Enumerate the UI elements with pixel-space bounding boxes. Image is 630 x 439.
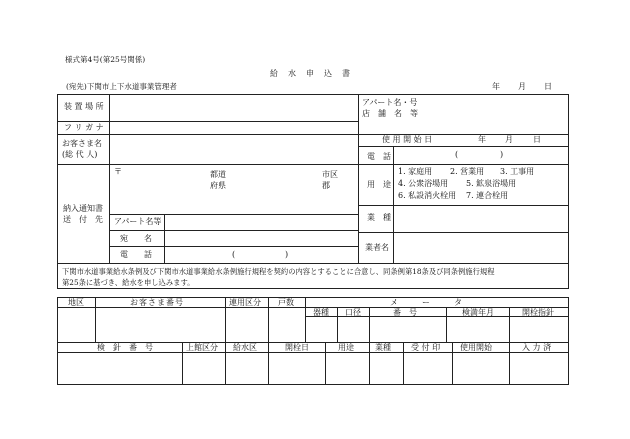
start-date-field[interactable] — [440, 135, 568, 146]
use-start-label: 使用開始 — [460, 343, 492, 352]
phone2-paren-close: ) — [285, 250, 289, 259]
meter-label: メ ー タ — [390, 298, 462, 307]
agreement-line-1: 下関市水道事業給水条例及び下関市水道事業給水条例施行規程を契約の内容とすることに合意し、同条例第18条及び同条例施行規程 — [62, 267, 495, 276]
install-location-label: 装 置 場 所 — [64, 102, 104, 111]
city-label-1: 市区 — [322, 170, 338, 179]
usage-option-4[interactable]: 4. 公衆浴場用 — [398, 179, 449, 188]
meter-caliber-label: 口径 — [345, 308, 361, 317]
start-month-label: 月 — [505, 135, 513, 144]
addressee: (宛先)下関市上下水道事業管理者 — [66, 82, 177, 91]
received-stamp-label: 受 付 印 — [411, 343, 441, 352]
meter-number-label: 番 号 — [393, 308, 417, 317]
date-day-label: 日 — [544, 82, 552, 91]
business-type-field[interactable] — [394, 206, 568, 232]
apt-name-field[interactable] — [165, 215, 357, 230]
customer-label-1: お客さま名 — [62, 139, 102, 148]
furigana-field[interactable] — [110, 122, 357, 134]
date-year-label: 年 — [492, 82, 500, 91]
agreement-line-2: 第25条に基づき、給水を申し込みます。 — [62, 278, 195, 287]
apt-name-label: アパート名等 — [114, 217, 162, 226]
usage-label: 用 途 — [367, 180, 391, 189]
form-title: 給 水 申 込 書 — [270, 69, 351, 78]
usage-option-2[interactable]: 2. 営業用 — [450, 167, 485, 176]
usage-option-1[interactable]: 1. 家庭用 — [398, 167, 433, 176]
postal-mark: 〒 — [114, 167, 122, 176]
connection-class-label: 連用区分 — [229, 298, 261, 307]
apartment-name-field[interactable] — [420, 95, 568, 133]
customer-name-field[interactable] — [110, 135, 357, 164]
prefecture-label-2: 府県 — [210, 181, 226, 190]
meter-reading-number-label: 検 針 番 号 — [97, 343, 153, 352]
district-label: 地区 — [68, 298, 84, 307]
addressee-name-label: 宛 名 — [120, 234, 152, 243]
phone-paren-close: ) — [500, 150, 504, 159]
phone2-label: 電 話 — [120, 250, 152, 259]
addressee-name-field[interactable] — [165, 231, 357, 246]
install-location-field[interactable] — [110, 95, 357, 121]
apartment-label-1: アパート名・号 — [362, 98, 418, 107]
apartment-label-2: 店 舗 名 等 — [362, 109, 418, 118]
customer-label-2: (総 代 人) — [62, 150, 98, 159]
phone-field[interactable] — [394, 147, 568, 164]
business-type-label: 業 種 — [367, 213, 391, 222]
usage-option-6[interactable]: 6. 私設消火栓用 — [398, 191, 457, 200]
date-month-label: 月 — [518, 82, 526, 91]
furigana-label: フ リ ガ ナ — [64, 123, 104, 132]
meter-reading-label: 開栓指針 — [522, 308, 554, 317]
usage-option-3[interactable]: 3. 工事用 — [500, 167, 535, 176]
phone-label: 電 話 — [367, 152, 391, 161]
notice-address-field[interactable] — [110, 165, 357, 213]
usage-col-label: 用途 — [338, 343, 354, 352]
notice-label-1: 納入通知書 — [63, 204, 103, 213]
phone2-paren-open: ( — [232, 250, 236, 259]
customer-number-label: お客さま番号 — [130, 298, 184, 307]
usage-option-7[interactable]: 7. 連合栓用 — [466, 191, 509, 200]
sewer-class-label: 上館区分 — [186, 343, 218, 352]
meter-expiry-label: 検満年月 — [462, 308, 494, 317]
phone-paren-open: ( — [455, 150, 459, 159]
start-date-label: 使 用 開 始 日 — [382, 135, 433, 144]
form-number: 様式第4号(第25号関係) — [65, 55, 146, 64]
business-name-field[interactable] — [394, 233, 568, 263]
open-date-label: 開栓日 — [285, 343, 309, 352]
units-label: 戸数 — [278, 298, 294, 307]
water-district-label: 給水区 — [233, 343, 257, 352]
usage-option-5[interactable]: 5. 鉱泉浴場用 — [466, 179, 517, 188]
start-day-label: 日 — [533, 135, 541, 144]
meter-model-label: 器種 — [313, 308, 329, 317]
prefecture-label-1: 都道 — [210, 170, 226, 179]
business-name-label: 業者名 — [365, 243, 389, 252]
entry-done-label: 入 力 済 — [522, 343, 552, 352]
city-label-2: 郡 — [322, 181, 330, 190]
phone2-field[interactable] — [165, 247, 357, 263]
start-year-label: 年 — [478, 135, 486, 144]
industry-col-label: 業種 — [375, 343, 391, 352]
notice-label-2: 送 付 先 — [63, 215, 103, 224]
